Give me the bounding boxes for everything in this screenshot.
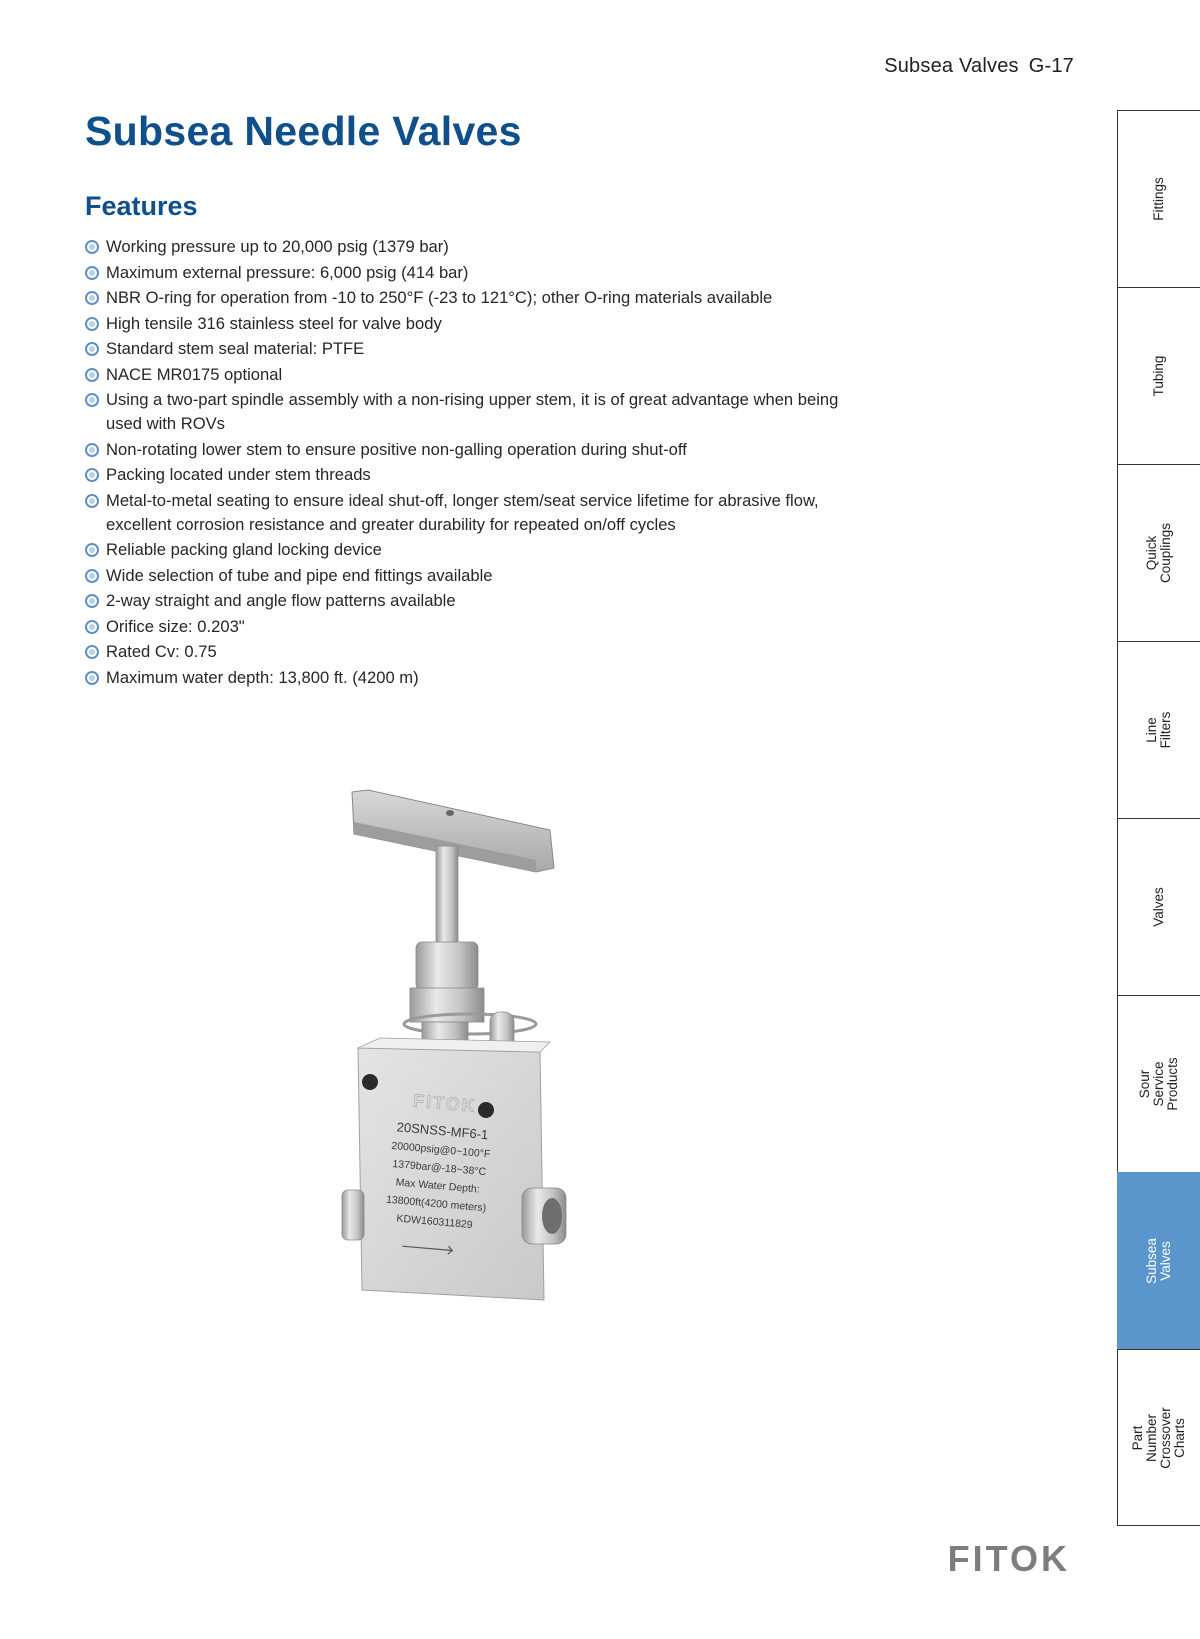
- feature-text: NBR O-ring for operation from -10 to 250°F (-23 to 121°C); other O-ring materials available: [106, 288, 773, 307]
- mounting-hole-icon: [478, 1102, 494, 1118]
- feature-item: [85, 463, 845, 487]
- tab-line-filters[interactable]: [1117, 641, 1200, 818]
- feature-text: Working pressure up to 20,000 psig (1379 bar): [106, 237, 449, 256]
- tab-sour-service-products[interactable]: [1117, 995, 1200, 1172]
- engraved-pressure-psi: 20000psig@0~100°F: [390, 1139, 491, 1161]
- feature-text: High tensile 316 stainless steel for valve body: [106, 313, 442, 333]
- feature-item: [85, 489, 845, 537]
- feature-text: Non-rotating lower stem to ensure positive non-galling operation during shut-off: [106, 439, 687, 459]
- needle-valve-image: [340, 780, 600, 1340]
- engraved-depth-label: Max Water Depth:: [395, 1176, 481, 1196]
- tab-part-number-crossover-charts[interactable]: [1117, 1349, 1200, 1526]
- features-list: [85, 235, 845, 691]
- feature-item: [85, 640, 845, 664]
- feature-text: Metal-to-metal seating to ensure ideal shut-off, longer stem/seat service lifetime for abrasive flow, excellent corrosion resistance and greater durability for repeated on/off cycles: [106, 490, 819, 534]
- bullet-ring-icon: [85, 564, 106, 588]
- feature-item: [85, 589, 845, 613]
- bullet-ring-icon: [85, 538, 106, 562]
- section-tabs: [1117, 110, 1200, 1526]
- engraved-brand: FITOK: [412, 1090, 478, 1117]
- feature-text: Orifice size: 0.203": [106, 616, 245, 636]
- bullet-ring-icon: [85, 489, 106, 513]
- mounting-hole-icon: [362, 1074, 378, 1090]
- tab-subsea-valves[interactable]: [1117, 1172, 1200, 1349]
- feature-item: [85, 438, 845, 462]
- feature-text: Wide selection of tube and pipe end fittings available: [106, 565, 493, 585]
- bullet-ring-icon: [85, 388, 106, 412]
- running-header: [884, 55, 1074, 78]
- bullet-ring-icon: [85, 589, 106, 613]
- feature-item: [85, 235, 845, 259]
- feature-text: Rated Cv: 0.75: [106, 642, 217, 661]
- feature-text: Maximum water depth: 13,800 ft. (4200 m): [106, 667, 419, 687]
- feature-text: NACE MR0175 optional: [106, 364, 283, 384]
- fitok-logo: FITOK: [947, 1538, 1070, 1579]
- engraved-depth-value: 13800ft(4200 meters): [385, 1193, 487, 1215]
- features-heading: Features: [85, 191, 198, 221]
- bullet-ring-icon: [85, 463, 106, 487]
- tab-quick-couplings[interactable]: [1117, 464, 1200, 641]
- bullet-ring-icon: [85, 363, 106, 387]
- tab-label: Subsea Valves: [1144, 1238, 1173, 1284]
- feature-text: Reliable packing gland locking device: [106, 540, 382, 559]
- feature-item: [85, 615, 845, 639]
- page-title: Subsea Needle Valves: [85, 108, 522, 154]
- tab-valves[interactable]: [1117, 818, 1200, 995]
- feature-text: Using a two-part spindle assembly with a non-rising upper stem, it is of great advantage when being used with ROVs: [106, 390, 839, 433]
- feature-item: [85, 564, 845, 588]
- feature-text: Standard stem seal material: PTFE: [106, 339, 365, 358]
- feature-text: 2-way straight and angle flow patterns available: [106, 591, 456, 610]
- engraved-pressure-bar: 1379bar@-18~38°C: [391, 1158, 487, 1179]
- tab-label: Quick Couplings: [1144, 522, 1173, 584]
- header-section: Subsea Valves: [884, 55, 1019, 77]
- tab-fittings[interactable]: [1117, 110, 1200, 287]
- feature-item: [85, 388, 845, 436]
- tab-label: Sour Service Products: [1137, 1057, 1180, 1111]
- tab-label: Line Filters: [1144, 711, 1173, 749]
- engraved-serial: KDW160311829: [396, 1212, 474, 1232]
- bullet-ring-icon: [85, 438, 106, 462]
- bullet-ring-icon: [85, 261, 106, 285]
- feature-text: Maximum external pressure: 6,000 psig (414 bar): [106, 262, 469, 282]
- feature-item: [85, 337, 845, 361]
- header-page-number: G-17: [1028, 55, 1074, 77]
- bullet-ring-icon: [85, 286, 106, 310]
- feature-text: Packing located under stem threads: [106, 465, 371, 484]
- feature-item: [85, 261, 845, 285]
- bullet-ring-icon: [85, 615, 106, 639]
- bullet-ring-icon: [85, 666, 106, 690]
- bullet-ring-icon: [85, 337, 106, 361]
- handle-hole-icon: [446, 810, 454, 816]
- tab-tubing[interactable]: [1117, 287, 1200, 464]
- bullet-ring-icon: [85, 235, 106, 259]
- feature-item: [85, 538, 845, 562]
- feature-item: [85, 666, 845, 690]
- engraved-model: 20SNSS-MF6-1: [396, 1119, 489, 1143]
- tab-label: Tubing: [1151, 355, 1166, 397]
- bullet-ring-icon: [85, 640, 106, 664]
- feature-item: [85, 286, 845, 310]
- bullet-ring-icon: [85, 312, 106, 336]
- tab-label: Valves: [1151, 887, 1166, 927]
- feature-item: [85, 312, 845, 336]
- tab-label: Part Number Crossover Charts: [1130, 1406, 1187, 1469]
- tab-label: Fittings: [1151, 177, 1166, 221]
- feature-item: [85, 363, 845, 387]
